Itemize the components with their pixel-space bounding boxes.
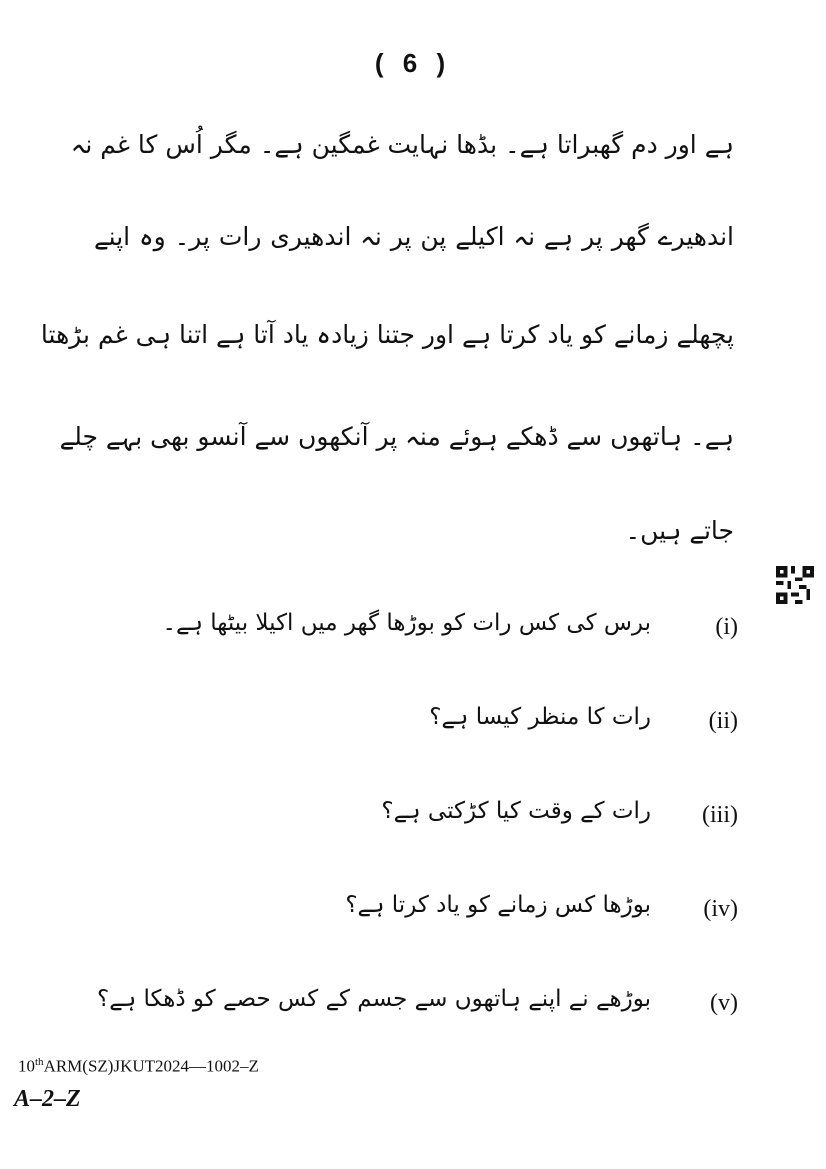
qr-code-icon (776, 566, 814, 604)
question-number: (v) (710, 990, 738, 1016)
passage-line: اندھیرے گھر پر ہے نہ اکیلے پن پر نہ اندھیری رات پر۔ وہ اپنے (94, 222, 734, 251)
question-number: (i) (715, 614, 738, 640)
passage-line: جاتے ہیں۔ (625, 516, 734, 545)
question-iv (0, 892, 826, 936)
question-ii (0, 704, 826, 748)
paper-code: 10thARM(SZ)JKUT2024—1002–Z (18, 1056, 259, 1076)
series-code: A–2–Z (14, 1086, 81, 1112)
question-text: برس کی کس رات کو بوڑھا گھر میں اکیلا بیٹھا ہے۔ (162, 610, 651, 636)
question-text: رات کے وقت کیا کڑکتی ہے؟ (381, 798, 651, 824)
question-number: (iii) (702, 802, 738, 828)
question-text: بوڑھے نے اپنے ہاتھوں سے جسم کے کس حصے کو ڈھکا ہے؟ (97, 986, 651, 1012)
question-text: بوڑھا کس زمانے کو یاد کرتا ہے؟ (345, 892, 651, 918)
passage-line: ہے اور دم گھبراتا ہے۔ بڈھا نہایت غمگین ہے۔ مگر اُس کا غم نہ (70, 130, 734, 159)
passage-line: پچھلے زمانے کو یاد کرتا ہے اور جتنا زیادہ یاد آتا ہے اتنا ہی غم بڑھتا (40, 320, 734, 349)
question-i (0, 610, 826, 654)
passage-line: ہے۔ ہاتھوں سے ڈھکے ہوئے منہ پر آنکھوں سے آنسو بھی بہے چلے (59, 422, 734, 451)
question-text: رات کا منظر کیسا ہے؟ (429, 704, 651, 730)
question-v (0, 986, 826, 1030)
question-number: (iv) (703, 896, 738, 922)
question-number: (ii) (708, 708, 738, 734)
page-number: ( 6 ) (374, 48, 452, 78)
question-iii (0, 798, 826, 842)
